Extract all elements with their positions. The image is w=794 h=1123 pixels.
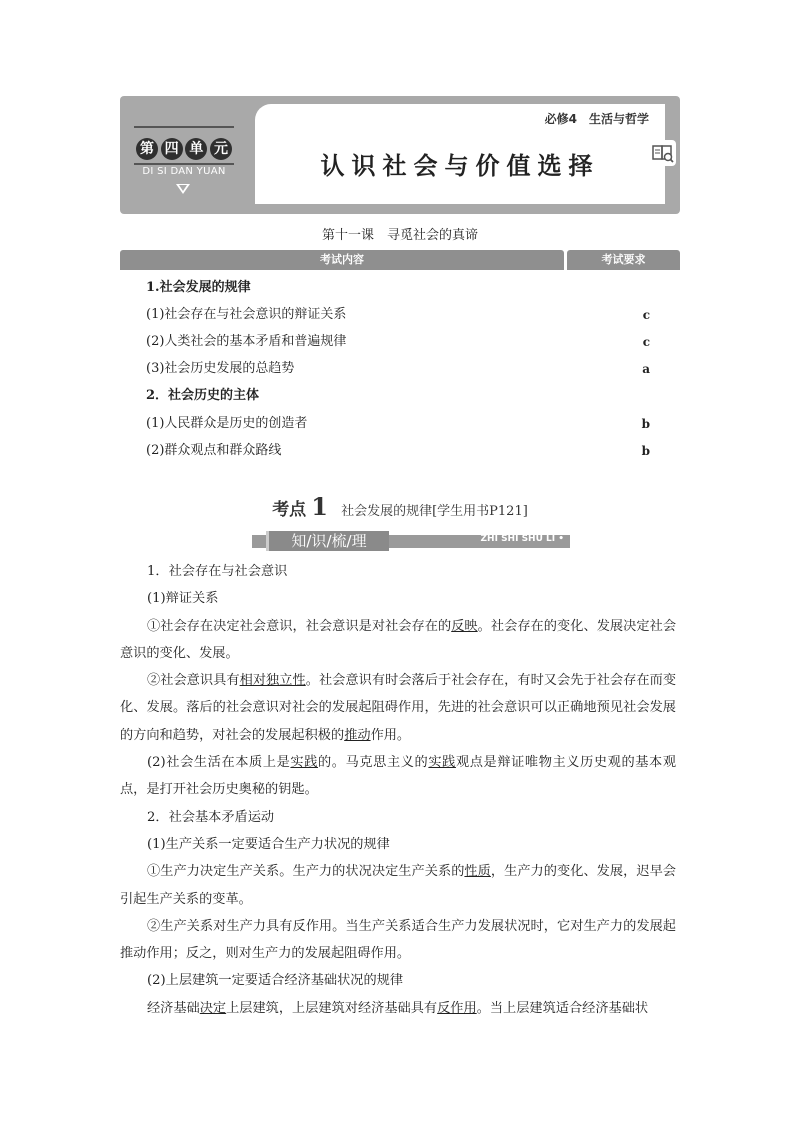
fill-in-answer: 性质 [464, 864, 491, 880]
table-row [146, 386, 656, 406]
title-panel [255, 104, 665, 204]
book-label: 必修4 生活与哲学 [544, 112, 649, 126]
fill-in-answer: 决定 [199, 1000, 227, 1016]
fill-in-answer: 相对独立性 [239, 673, 306, 689]
unit-divider-top [134, 126, 234, 128]
table-row [146, 414, 656, 434]
subheading: (1)生产关系一定要适合生产力状况的规律 [147, 836, 390, 852]
row-content: (2)群众观点和群众路线 [146, 443, 282, 458]
heading-2: 2．社会基本矛盾运动 [147, 809, 275, 825]
subheading: (2)上层建筑一定要适合经济基础状况的规律 [147, 973, 404, 989]
row-content: 2．社会历史的主体 [146, 388, 260, 403]
table-row [146, 332, 656, 352]
paragraph: ②生产关系对生产力具有反作用。当生产关系适合生产力发展状况时，它对生产力的发展起推动作用；反之，则对生产力的发展起阻碍作用。 [120, 918, 676, 962]
lesson-title: 第十一课 寻觅社会的真谛 [321, 228, 478, 243]
paragraph: ①社会存在决定社会意识，社会意识是对社会存在的反映。社会存在的变化、发展决定社会意识的变化、发展。 [120, 618, 677, 661]
table-row [146, 305, 656, 325]
row-level: a [642, 362, 650, 376]
row-content: 1.社会发展的规律 [146, 280, 251, 295]
row-content: (3)社会历史发展的总趋势 [146, 361, 295, 376]
unit-pinyin: DI SI DAN YUAN [142, 166, 226, 177]
unit-divider-bottom [134, 163, 234, 165]
paragraph: ②社会意识具有相对独立性。社会意识有时会落后于社会存在，有时又会先于社会存在而变化、发展。落后的社会意识对社会的发展起阻碍作用，先进的社会意识可以正确地预见社会发展的方向和趋势，对社会的发展起积极的推动作用。 [120, 673, 677, 743]
unit-characters [136, 138, 232, 160]
row-level: c [642, 308, 650, 322]
section-number: 1 [311, 492, 328, 521]
section-prefix: 考点 [272, 500, 307, 520]
ribbon-label: 知/识/梳/理 [266, 531, 389, 551]
unit-banner [120, 96, 680, 214]
unit-badge [128, 102, 238, 208]
unit-char: 元 [210, 138, 232, 160]
row-level: b [641, 444, 650, 458]
knowledge-ribbon [252, 531, 570, 551]
fill-in-answer: 推动 [344, 727, 371, 743]
heading-1: 1．社会存在与社会意识 [147, 564, 288, 579]
section-name: 社会发展的规律[学生用书P121] [341, 504, 528, 519]
fill-in-answer: 反映 [451, 618, 478, 634]
fill-in-answer: 反作用 [437, 1000, 477, 1016]
paragraph: (2)社会生活在本质上是实践的。马克思主义的实践观点是辩证唯物主义历史观的基本观点，是打开社会历史奥秘的钥匙。 [120, 755, 677, 798]
table-header-content: 考试内容 [120, 250, 564, 270]
row-content: (1)社会存在与社会意识的辩证关系 [146, 307, 347, 322]
table-row [146, 441, 656, 461]
unit-title: 认识社会与价值选择 [320, 152, 600, 180]
table-row [146, 359, 656, 379]
section-heading [120, 492, 680, 521]
book-search-icon[interactable] [650, 140, 676, 166]
fill-in-answer: 实践 [290, 755, 319, 771]
unit-char: 单 [185, 138, 207, 160]
row-content: (1)人民群众是历史的创造者 [146, 416, 308, 431]
paragraph: 经济基础决定上层建筑，上层建筑对经济基础具有反作用。当上层建筑适合经济基础状 [147, 1000, 649, 1016]
table-row [146, 278, 656, 298]
row-level: b [641, 417, 650, 431]
table-header-requirement: 考试要求 [567, 250, 680, 270]
unit-char: 第 [136, 138, 158, 160]
ribbon-pinyin: ZHI SHI SHU LI • [480, 534, 564, 544]
content-body [120, 558, 676, 1022]
paragraph: ①生产力决定生产关系。生产力的状况决定生产关系的性质，生产力的变化、发展，迟早会引起生产关系的变革。 [120, 864, 676, 907]
fill-in-answer: 实践 [428, 755, 456, 771]
unit-char: 四 [161, 138, 183, 160]
row-content: (2)人类社会的基本矛盾和普遍规律 [146, 334, 347, 349]
subheading: (1)辩证关系 [147, 591, 219, 607]
row-level: c [642, 335, 650, 349]
